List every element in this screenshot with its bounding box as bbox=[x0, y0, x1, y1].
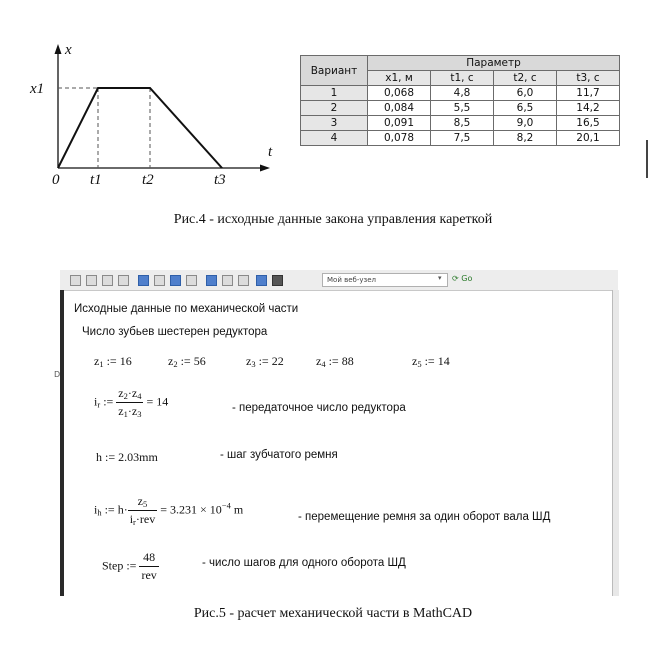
variant-header: Вариант bbox=[301, 56, 368, 86]
gear-ratio-formula: $i_r$ := $\frac{z_2\cdot z_4}{z_1\cdot z_3}$ = 14 bbox=[94, 386, 169, 419]
column-header: t1, с bbox=[431, 71, 494, 86]
steps-fraction: $\frac{48}{\text{rev}}$ bbox=[141, 550, 157, 582]
table-cell: 0,078 bbox=[368, 131, 431, 146]
z2-definition: $z_2$ := 56 bbox=[168, 354, 206, 369]
table-cell: 5,5 bbox=[431, 101, 494, 116]
table-cell: 16,5 bbox=[557, 116, 620, 131]
table-cell: 0,084 bbox=[368, 101, 431, 116]
table-cell: 20,1 bbox=[557, 131, 620, 146]
t-axis-label: t bbox=[268, 144, 273, 160]
evaluation-toolbar-icon[interactable] bbox=[206, 275, 217, 286]
table-cell: 7,5 bbox=[431, 131, 494, 146]
go-label: Go bbox=[461, 274, 473, 283]
origin-label: 0 bbox=[52, 172, 60, 185]
belt-travel-exponent: −4 bbox=[221, 500, 231, 511]
section-heading: Исходные данные по механической части bbox=[74, 303, 299, 315]
motion-law-graph bbox=[28, 40, 278, 185]
mathcad-toolbar bbox=[60, 270, 618, 291]
table-cell: 14,2 bbox=[557, 101, 620, 116]
belt-travel-fraction: $\frac{z_5}{i_r\cdot rev}$ bbox=[129, 494, 156, 527]
column-header: x1, м bbox=[368, 71, 431, 86]
belt-travel-comment: - перемещение ремня за один оборот вала ШД bbox=[298, 511, 551, 523]
belt-travel-formula: $i_h$ := h· $\frac{z_5}{i_r\cdot rev}$ = $3.231 \times 10^{-4}$ m bbox=[94, 494, 244, 527]
column-header: t3, с bbox=[557, 71, 620, 86]
belt-travel-mantissa: 3.231 bbox=[170, 502, 197, 517]
dashed-guides bbox=[58, 88, 150, 168]
table-cell: 11,7 bbox=[557, 86, 620, 101]
parameter-header: Параметр bbox=[368, 56, 620, 71]
table-cell: 9,0 bbox=[494, 116, 557, 131]
table-cell: 8,5 bbox=[431, 116, 494, 131]
parameters-table bbox=[300, 55, 620, 146]
variant-cell: 2 bbox=[301, 101, 368, 116]
refresh-icon: ⟳ bbox=[452, 274, 459, 283]
go-button[interactable] bbox=[452, 274, 472, 283]
motion-profile-line bbox=[58, 88, 222, 168]
matrix-toolbar-icon[interactable] bbox=[138, 275, 149, 286]
table-cell: 0,091 bbox=[368, 116, 431, 131]
subheading: Число зубьев шестерен редуктора bbox=[82, 326, 268, 338]
toolbar-button-icon[interactable] bbox=[86, 275, 97, 286]
table-cell: 4,8 bbox=[431, 86, 494, 101]
table-row bbox=[301, 86, 620, 101]
z5-definition: $z_5$ := 14 bbox=[412, 354, 450, 369]
symbolic-toolbar-icon[interactable] bbox=[256, 275, 267, 286]
table-cell: 6,5 bbox=[494, 101, 557, 116]
table-row bbox=[301, 116, 620, 131]
steps-comment: - число шагов для одного оборота ШД bbox=[202, 557, 406, 569]
table-header-row bbox=[301, 56, 620, 71]
z1-definition: $z_1$ := 16 bbox=[94, 354, 132, 369]
url-input[interactable]: Мой веб-узел bbox=[322, 273, 448, 287]
toolbar-button-icon[interactable] bbox=[272, 275, 283, 286]
window-frame-right bbox=[612, 290, 619, 596]
t3-label: t3 bbox=[214, 172, 226, 185]
z3-definition: $z_3$ := 22 bbox=[246, 354, 284, 369]
table-cell: 6,0 bbox=[494, 86, 557, 101]
table-row bbox=[301, 131, 620, 146]
variant-cell: 4 bbox=[301, 131, 368, 146]
table-cell: 8,2 bbox=[494, 131, 557, 146]
x-axis-label: x bbox=[65, 42, 72, 58]
gear-ratio-comment: - передаточное число редуктора bbox=[232, 402, 406, 414]
side-marker: D bbox=[54, 370, 61, 379]
z4-definition: $z_4$ := 88 bbox=[316, 354, 354, 369]
figure-4-caption: Рис.4 - исходные данные закона управления кареткой bbox=[173, 212, 493, 227]
crop-edge-mark bbox=[646, 140, 648, 178]
calculus-toolbar-icon[interactable] bbox=[170, 275, 181, 286]
t1-label: t1 bbox=[90, 172, 102, 185]
steps-formula: Step := $\frac{48}{\text{rev}}$ bbox=[102, 550, 157, 582]
figure-5-caption: Рис.5 - расчет механической части в MathCAD bbox=[193, 606, 473, 621]
chevron-down-icon[interactable]: ▾ bbox=[438, 274, 442, 282]
toolbar-button-icon[interactable] bbox=[118, 275, 129, 286]
table-cell: 0,068 bbox=[368, 86, 431, 101]
variant-cell: 3 bbox=[301, 116, 368, 131]
gear-ratio-fraction: $\frac{z_2\cdot z_4}{z_1\cdot z_3}$ bbox=[118, 386, 142, 419]
table-row bbox=[301, 101, 620, 116]
belt-pitch-value: 2.03mm bbox=[118, 450, 158, 464]
z1-value: 16 bbox=[119, 354, 132, 368]
toolbar-button-icon[interactable] bbox=[154, 275, 165, 286]
toolbar-button-icon[interactable] bbox=[222, 275, 233, 286]
t2-label: t2 bbox=[142, 172, 154, 185]
toolbar-button-icon[interactable] bbox=[238, 275, 249, 286]
belt-pitch-formula: h := 2.03mm bbox=[96, 450, 158, 464]
z2-value: 56 bbox=[193, 354, 206, 368]
window-frame-left bbox=[60, 290, 64, 596]
gear-ratio-result: 14 bbox=[156, 394, 169, 409]
z5-value: 14 bbox=[437, 354, 450, 368]
toolbar-button-icon[interactable] bbox=[186, 275, 197, 286]
x1-level-label: x1 bbox=[30, 81, 45, 97]
z3-value: 22 bbox=[271, 354, 284, 368]
graph-axes bbox=[55, 44, 271, 172]
belt-travel-unit: m bbox=[233, 502, 244, 517]
toolbar-button-icon[interactable] bbox=[70, 275, 81, 286]
toolbar-button-icon[interactable] bbox=[102, 275, 113, 286]
column-header: t2, с bbox=[494, 71, 557, 86]
belt-pitch-comment: - шаг зубчатого ремня bbox=[220, 449, 338, 461]
z4-value: 88 bbox=[341, 354, 354, 368]
mathcad-screenshot bbox=[54, 270, 618, 596]
variant-cell: 1 bbox=[301, 86, 368, 101]
